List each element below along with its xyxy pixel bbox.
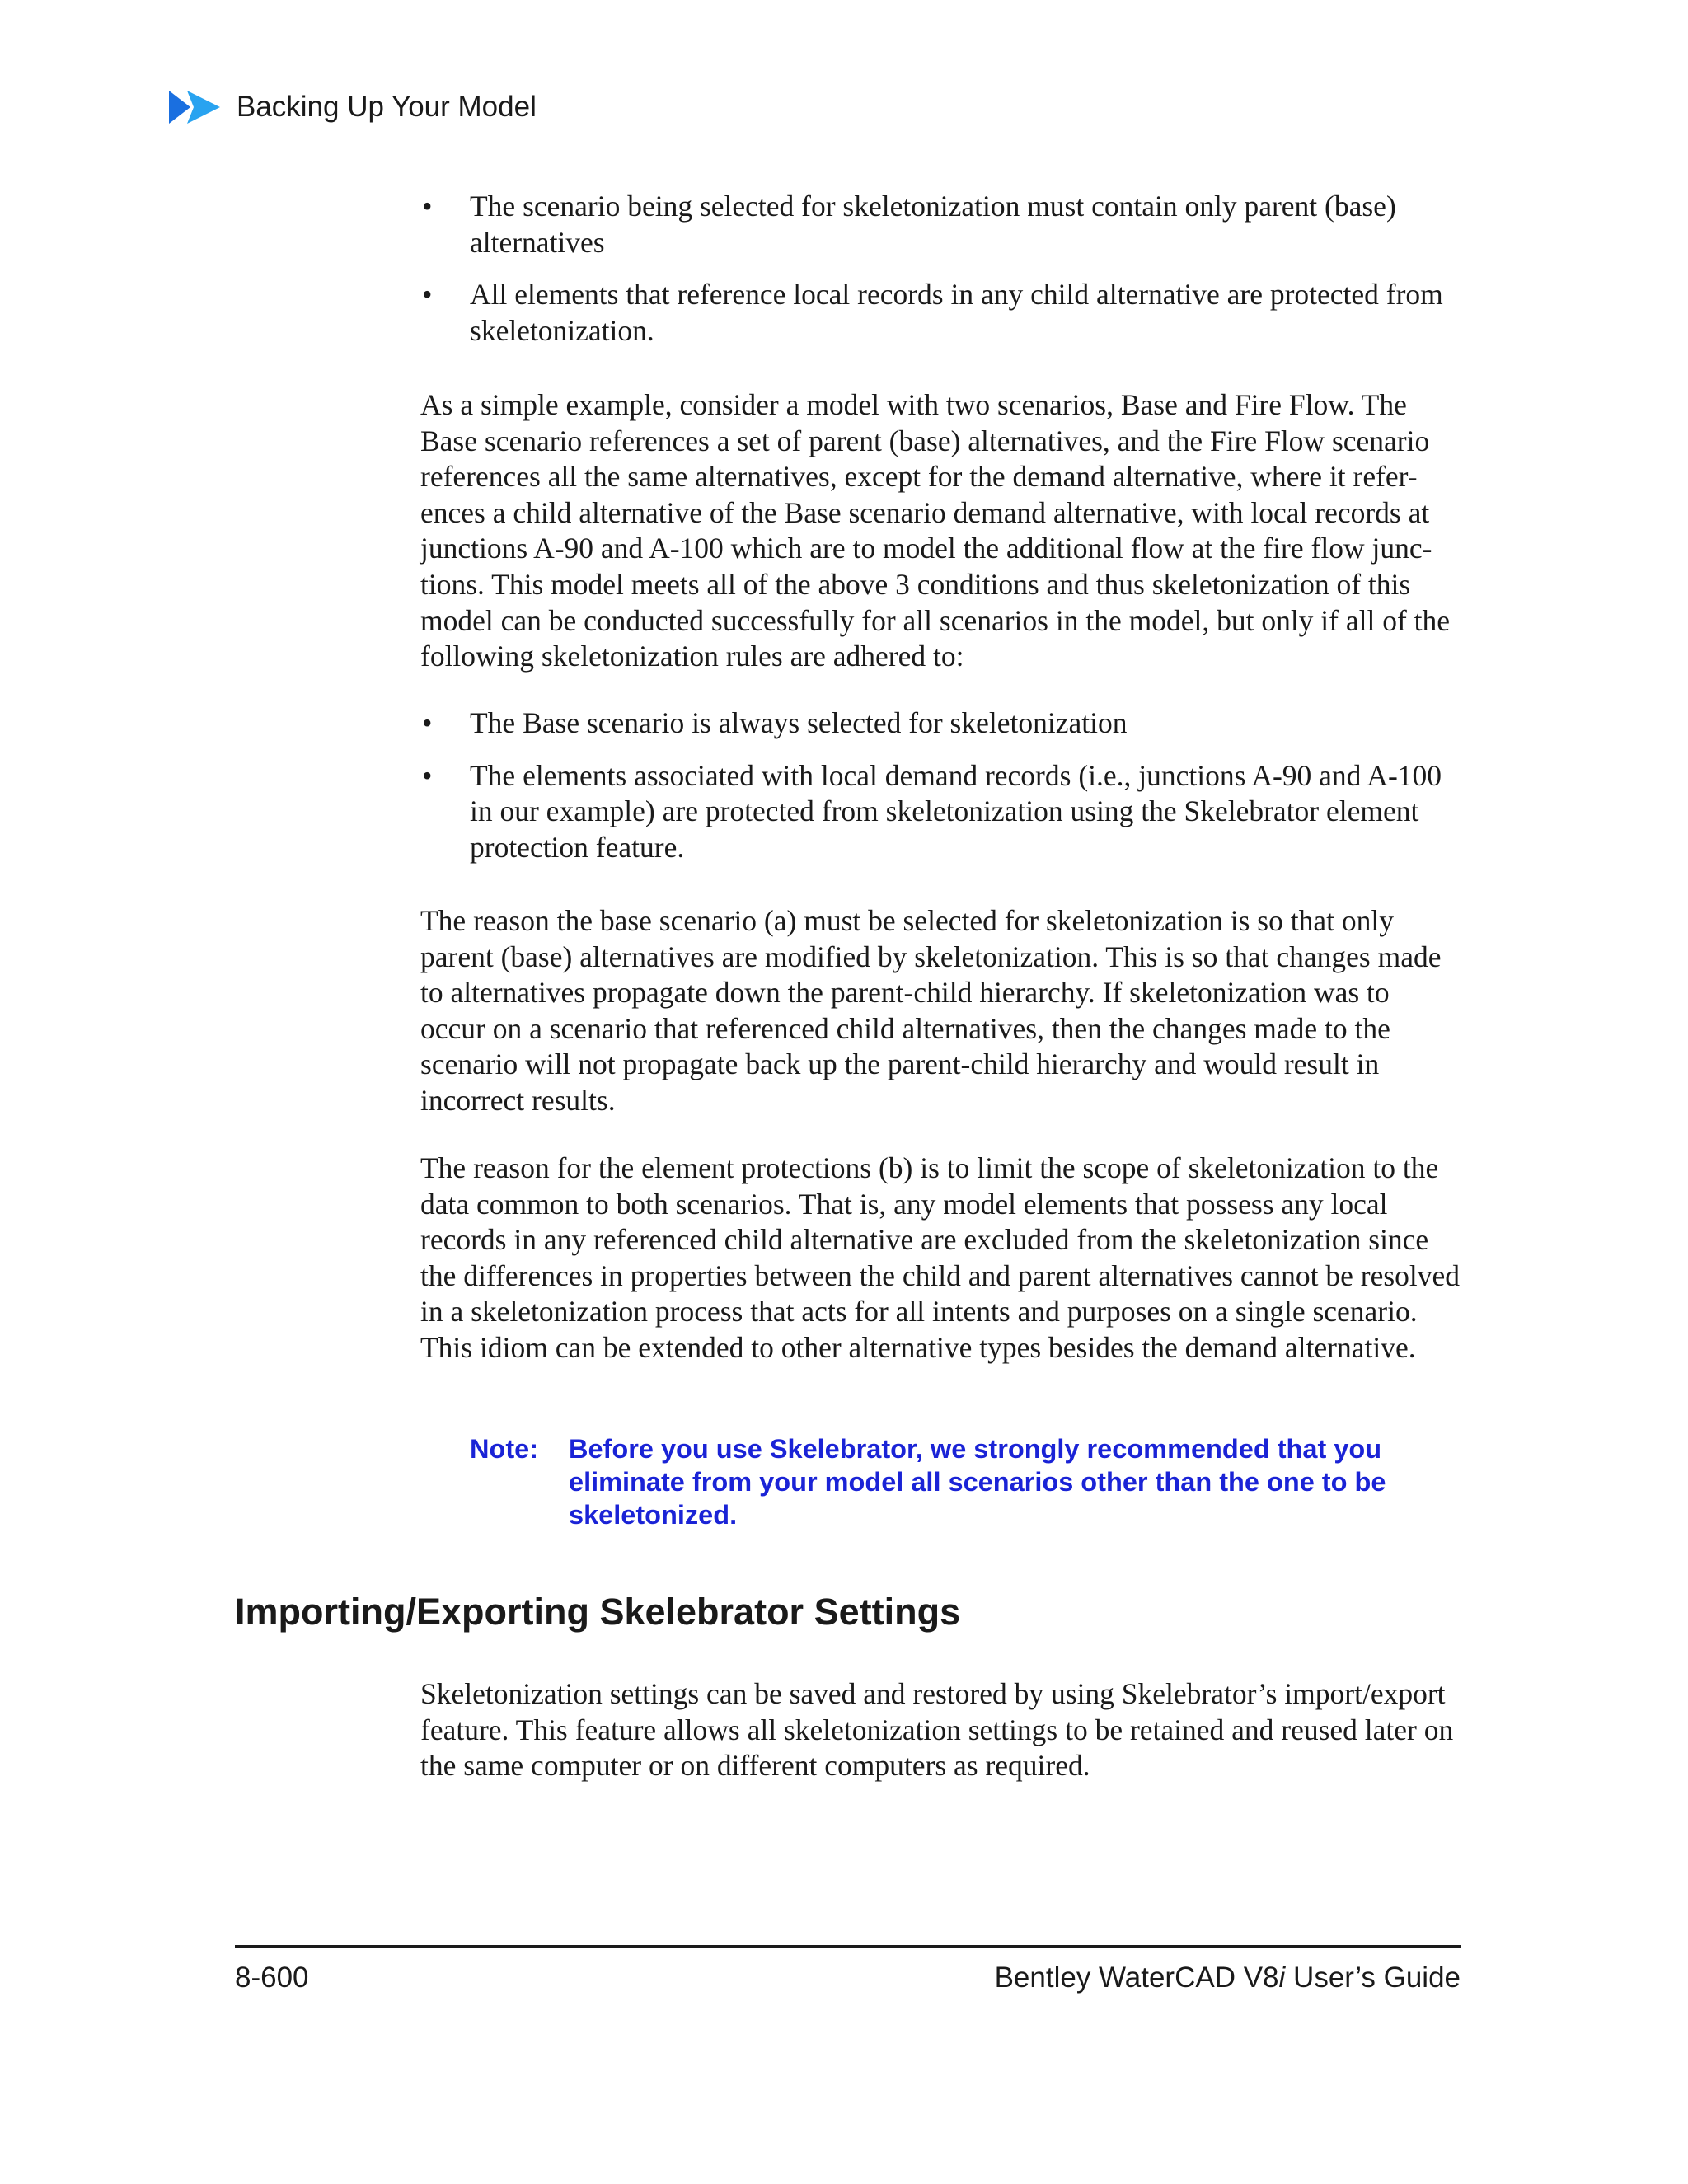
list-item: • The Base scenario is always selected for skeletonization bbox=[422, 706, 1128, 739]
note-label: Note: bbox=[470, 1434, 539, 1464]
list-item: • All elements that reference local records in any child alternative are protected from skeletonization. bbox=[422, 278, 1443, 347]
footer-divider bbox=[235, 1945, 1461, 1948]
bullet-list-conditions bbox=[420, 189, 1461, 349]
bullet-list-rules bbox=[420, 705, 1461, 865]
footer-title-italic: i bbox=[1278, 1961, 1286, 1994]
paragraph-text: The reason for the element protections (b) is to limit the scope of skeletonization to the data common to both scenarios. That is, any model elements that possess any local records in any referenced child alternative are excluded from the skeletonization since the differences in properties between the child and parent alternatives cannot be resolved in a skeletonization process that acts for all intents and purposes on a single scenario. This idiom can be extended to other alternative types besides the demand alternative. bbox=[420, 1151, 1461, 1364]
bullet-text: The scenario being selected for skeletonization must contain only parent (base) alternatives bbox=[470, 190, 1396, 259]
page-header bbox=[169, 89, 537, 125]
bullet-text: The Base scenario is always selected for skeletonization bbox=[470, 706, 1128, 739]
paragraph-import-export bbox=[420, 1676, 1461, 1784]
section-heading: Importing/Exporting Skelebrator Settings bbox=[235, 1591, 961, 1633]
paragraph-example bbox=[420, 387, 1461, 675]
header-title: Backing Up Your Model bbox=[237, 91, 537, 123]
paragraph-base-scenario bbox=[420, 903, 1461, 1119]
note-text: Before you use Skelebrator, we strongly recommended that you eliminate from your model all scenarios other than the one to be skeletonized. bbox=[569, 1434, 1386, 1530]
double-chevron-right-icon bbox=[169, 91, 220, 124]
footer-guide-title bbox=[995, 1961, 1461, 1994]
list-item: • The elements associated with local demand records (i.e., junctions A-90 and A-100 in our example) are protected from skeletonization using the Skelebrator element protection feature. bbox=[422, 758, 1442, 864]
bullet-text: The elements associated with local demand records (i.e., junctions A-90 and A-100 in our example) are protected from skeletonization using the Skelebrator element protection feature. bbox=[470, 758, 1442, 864]
bullet-text: All elements that reference local records in any child alternative are protected from skeletonization. bbox=[470, 278, 1443, 347]
page-number: 8-600 bbox=[235, 1961, 309, 1994]
footer-title-prefix: Bentley WaterCAD V8 bbox=[994, 1961, 1279, 1994]
paragraph-text: Skeletonization settings can be saved and restored by using Skelebrator’s import/export feature. This feature allows all skeletonization settings to be retained and reused later on the same computer or on different computers as required. bbox=[420, 1677, 1454, 1783]
list-item: • The scenario being selected for skeletonization must contain only parent (base) alternatives bbox=[422, 190, 1396, 259]
paragraph-text: As a simple example, consider a model with two scenarios, Base and Fire Flow. The Base scenario references a set of parent (base) alternatives, and the Fire Flow scenario references all the same alternatives, except for the demand alternative, where it refer-ences a child alternative of the Base scenario demand alternative, with local records at junctions A-90 and A-100 which are to model the additional flow at the fire flow junc-tions. This model meets all of the above 3 conditions and thus skeletonization of this model can be conducted successfully for all scenarios in the model, but only if all of the following skeletonization rules are adhered to: bbox=[420, 388, 1451, 673]
paragraph-text: The reason the base scenario (a) must be selected for skeletonization is so that only parent (base) alternatives are modified by skeletonization. This is so that changes made to alternatives propagate down the parent-child hierarchy. If skeletonization was to occur on a scenario that referenced child alternatives, then the changes made to the scenario will not propagate back up the parent-child hierarchy and would result in incorrect results. bbox=[420, 904, 1442, 1117]
note-box bbox=[470, 1432, 1418, 1531]
footer-title-suffix: User’s Guide bbox=[1285, 1961, 1461, 1994]
paragraph-element-protections bbox=[420, 1151, 1461, 1366]
